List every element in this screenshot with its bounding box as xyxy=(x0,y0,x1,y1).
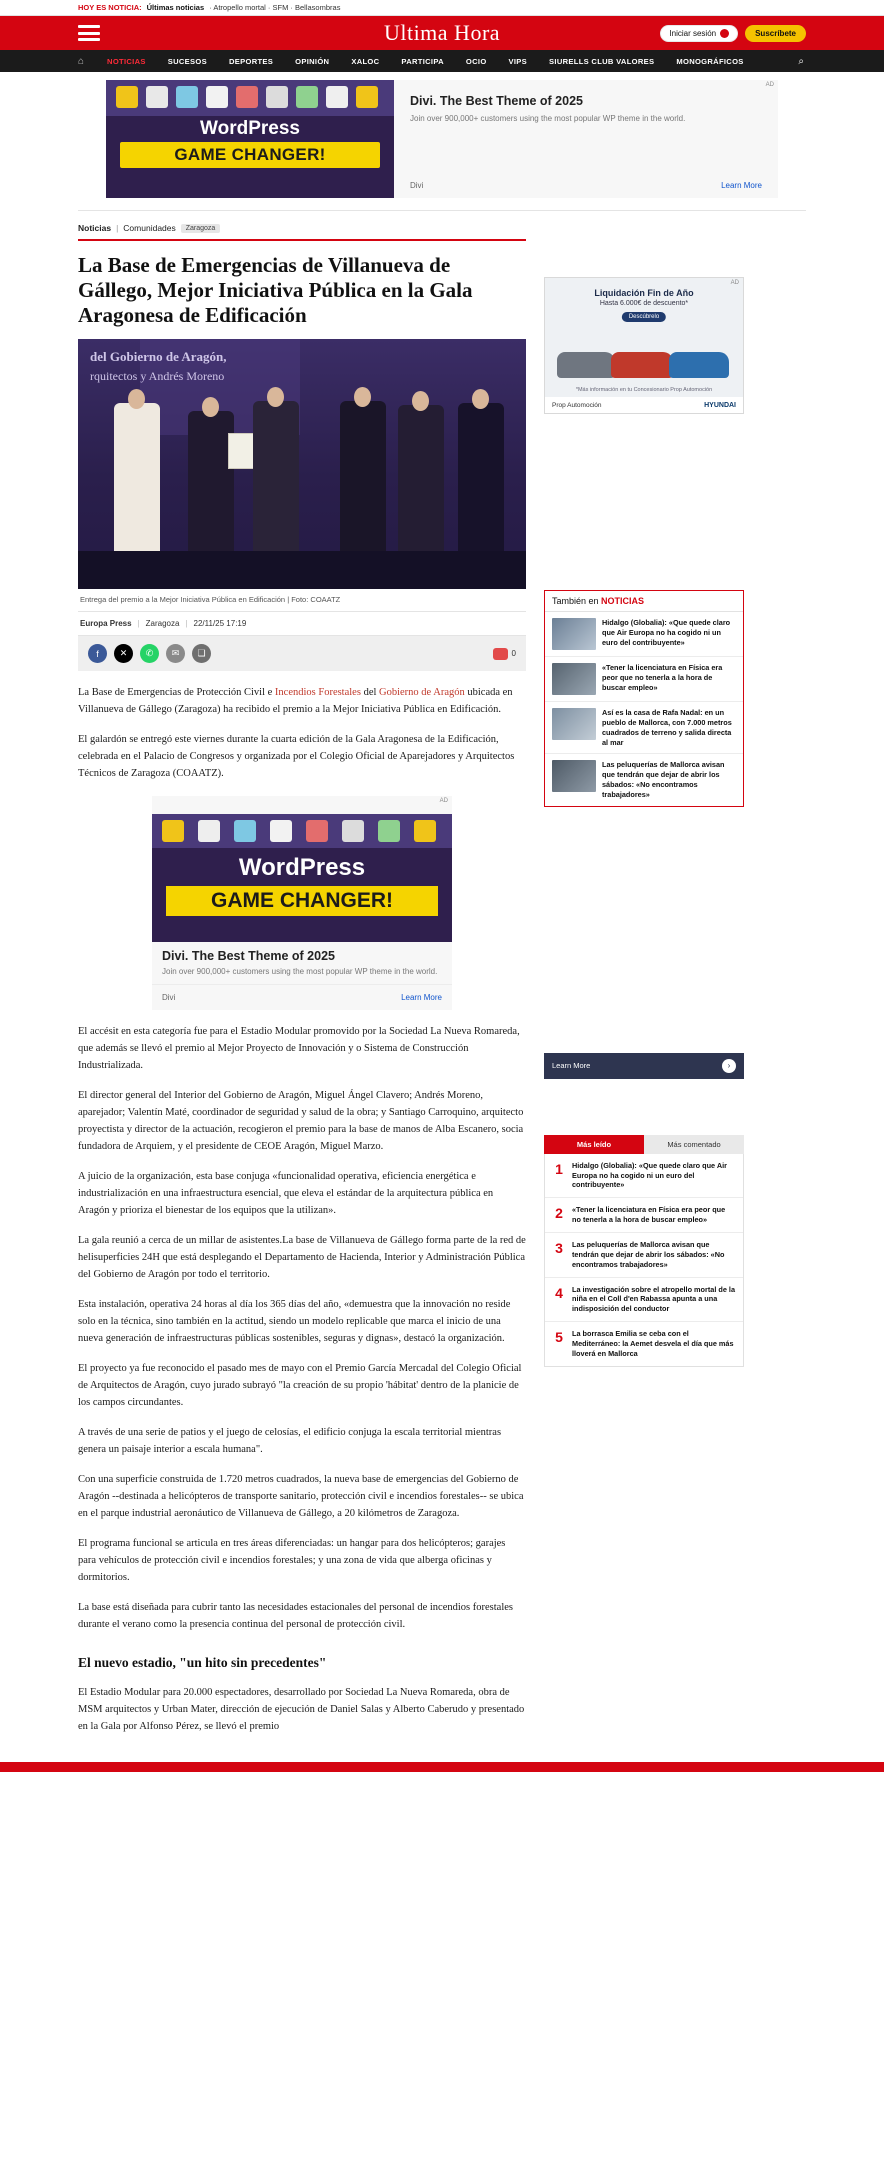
nav-item-siurells[interactable]: SIURELLS CLUB VALORES xyxy=(549,56,655,66)
rank-number: 3 xyxy=(555,1239,563,1256)
article-paragraph: La base está diseñada para cubrir tanto las necesidades estacionales del personal de incendios forestales durante el verano como la presencia continua del personal de protección civil. xyxy=(78,1602,513,1631)
breaking-news-bar xyxy=(0,0,884,16)
bookmark-icon[interactable]: ❏ xyxy=(192,644,211,663)
in-article-ad-word-2: GAME CHANGER! xyxy=(166,886,438,916)
list-item[interactable] xyxy=(545,702,743,754)
article-body xyxy=(78,684,526,1735)
comments-count: 0 xyxy=(511,649,516,659)
sidebar-ad-maker: HYUNDAI xyxy=(704,401,736,409)
nav-item-deportes[interactable]: DEPORTES xyxy=(228,56,274,66)
article-paragraph: Con una superficie construida de 1.720 metros cuadrados, la nueva base de emergencias del Gobierno de Aragón --destinada a helicópteros de transporte sanitario, protección civil e incendios forestales-- se ubica en el parque industrial aeronáutico de Villanueva de Gállego, a 20 kilómetros de Zaragoza. xyxy=(78,1474,524,1520)
list-item-title: Hidalgo (Globalia): «Que quede claro que Air Europa no ha cogido ni un euro del contribuyente» xyxy=(602,618,731,647)
sidebar-column xyxy=(544,223,744,1748)
email-share-icon[interactable]: ✉ xyxy=(166,644,185,663)
tab-most-read[interactable]: Más leído xyxy=(544,1135,644,1154)
share-bar xyxy=(78,636,526,671)
tab-most-commented[interactable]: Más comentado xyxy=(644,1135,744,1154)
also-in-section xyxy=(544,590,744,807)
thumbnail-image xyxy=(552,618,596,650)
breadcrumb xyxy=(78,223,526,241)
image-caption: Entrega del premio a la Mejor Iniciativa Pública en Edificación | Foto: COAATZ xyxy=(78,589,526,612)
ad-copy xyxy=(394,80,778,198)
also-in-header xyxy=(545,591,743,612)
in-article-ad-word-1: WordPress xyxy=(238,854,366,882)
in-article-ad-image xyxy=(152,814,452,942)
sidebar-ad-button[interactable]: Descúbrelo xyxy=(622,312,666,322)
list-item[interactable] xyxy=(545,1198,743,1233)
top-ad-band xyxy=(0,80,884,211)
nav-item-noticias[interactable]: NOTICIAS xyxy=(107,56,146,66)
nav-item-ocio[interactable]: OCIO xyxy=(465,56,487,66)
sidebar-ad-brand: Prop Automoción xyxy=(552,401,602,409)
thumbnail-image xyxy=(552,760,596,792)
byline-date: 22/11/25 17:19 xyxy=(193,619,247,629)
list-item[interactable] xyxy=(545,754,743,805)
rank-number: 2 xyxy=(555,1205,563,1222)
nav-item-opinion[interactable]: OPINIÓN xyxy=(295,56,330,66)
ad-subtitle: Join over 900,000+ customers using the most popular WP theme in the world. xyxy=(410,114,686,123)
byline: Europa Press | Zaragoza | 22/11/25 17:19 xyxy=(78,612,526,636)
hero-overlay-line-2: rquitectos y Andrés Moreno xyxy=(90,369,225,384)
user-avatar-icon xyxy=(720,29,729,38)
nav-item-xaloc[interactable]: XALOC xyxy=(351,56,380,66)
comment-icon xyxy=(493,648,508,660)
inline-link[interactable]: Gobierno de Aragón xyxy=(379,687,465,699)
page-title: La Base de Emergencias de Villanueva de Gállego, Mejor Iniciativa Pública en la Gala Aragonesa de Edificación xyxy=(78,253,473,327)
nav-item-sucesos[interactable]: SUCESOS xyxy=(167,56,207,66)
in-article-ad-subtitle: Join over 900,000+ customers using the most popular WP theme in the world. xyxy=(162,967,438,977)
ad-learn-more-link[interactable]: Learn More xyxy=(721,181,762,190)
article-paragraph xyxy=(78,684,526,718)
in-article-ad-brand: Divi xyxy=(162,993,176,1003)
rank-number: 5 xyxy=(555,1329,563,1346)
sidebar-ad2-cta[interactable]: Learn More xyxy=(552,1061,591,1071)
list-item[interactable] xyxy=(545,1278,743,1323)
list-item[interactable] xyxy=(545,657,743,702)
article-paragraph: El proyecto ya fue reconocido el pasado mes de mayo con el Premio García Mercadal del Colegio Oficial de Arquitectos de Aragón, cuyo jurado subrayó "la creación de su propio 'hábitat' dentro de la planicie de los campos circundantes. xyxy=(78,1363,522,1409)
sidebar-advertisement[interactable] xyxy=(544,277,744,414)
x-share-icon[interactable]: ✕ xyxy=(114,644,133,663)
breaking-text[interactable]: · Atropello mortal · SFM · Bellasombras xyxy=(209,3,341,12)
list-item[interactable] xyxy=(545,1233,743,1278)
sidebar-advertisement-2[interactable] xyxy=(544,1053,744,1079)
sidebar-ad-cars-image xyxy=(553,324,735,378)
article-paragraph: El Estadio Modular para 20.000 espectadores, desarrollado por Sociedad La Nueva Romareda, obra de MSM arquitectos y Urban Mater, dirección de ejecución de Daniel Salas y Alberto Caberudo y presentado en la Gala por Alfonso Pérez, se llevó el premio xyxy=(78,1687,525,1733)
list-item-title: La investigación sobre el atropello mortal de la niña en el Coll d'en Rabassa apunta a una indisposición del conductor xyxy=(572,1284,736,1314)
comments-button[interactable] xyxy=(493,648,516,660)
breadcrumb-section[interactable]: Noticias xyxy=(78,223,112,233)
article-column xyxy=(78,223,526,1748)
article-subheading: El nuevo estadio, "un hito sin precedentes" xyxy=(78,1655,327,1671)
list-item-title: Hidalgo (Globalia): «Que quede claro que Air Europa no ha cogido ni un euro del contribuyente» xyxy=(572,1160,728,1190)
breaking-section-label[interactable]: Últimas noticias xyxy=(146,3,205,12)
list-item-title: Las peluquerías de Mallorca avisan que tendrán que dejar de abrir los sábados: «No encontramos trabajadores» xyxy=(572,1239,725,1269)
list-item[interactable] xyxy=(545,1154,743,1199)
login-button[interactable] xyxy=(660,25,738,42)
list-item-title: Las peluquerías de Mallorca avisan que tendrán que dejar de abrir los sábados: «No encontramos trabajadores» xyxy=(602,760,725,799)
in-article-ad-title: Divi. The Best Theme of 2025 xyxy=(162,949,335,964)
sidebar-ad-subtitle: Hasta 6.000€ de descuento* xyxy=(599,300,689,307)
list-item[interactable] xyxy=(545,612,743,657)
in-article-ad-label: AD xyxy=(439,798,448,805)
sidebar-ad-label: AD xyxy=(730,280,739,286)
site-logo[interactable]: Ultima Hora xyxy=(383,20,501,45)
list-item-title: «Tener la licenciatura en Física era peor que no tenerla a la hora de buscar empleo» xyxy=(602,663,723,692)
nav-item-vips[interactable]: VIPS xyxy=(508,56,528,66)
facebook-share-icon[interactable]: f xyxy=(88,644,107,663)
thumbnail-image xyxy=(552,708,596,740)
breadcrumb-separator: | xyxy=(116,223,119,233)
in-article-ad-cta[interactable]: Learn More xyxy=(401,993,442,1003)
paragraph-text-1: La Base de Emergencias de Protección Civil e Incendios Forestales del Gobierno de Aragón ubicada en Villanueva de Gállego (Zaragoza) ha recibido el premio a la Mejor Iniciativa Pública en Edificación. xyxy=(78,687,513,716)
ranking-tabs xyxy=(544,1135,744,1154)
sidebar-ad-title: Liquidación Fin de Año xyxy=(594,288,694,298)
article-paragraph: El director general del Interior del Gobierno de Aragón, Miguel Ángel Clavero; Andrés Moreno, aparejador; Valentín Maté, coordinador de seguridad y salud de la obra; y Santiago Carroquino, arquitecto proyectista y director de la actuación, recogieron el premio para la base de manos de Alba Escanero, socia fundadora de Arquiem, y el presidente de CEOE Aragón, Miguel Marzo. xyxy=(78,1090,524,1153)
article-paragraph: El programa funcional se articula en tres áreas diferenciadas: un hangar para dos helicópteros; garajes para vehículos de protección civil e incendios forestales; y una zona de vida que alberga oficinas y dormitorios. xyxy=(78,1538,506,1584)
subscribe-button[interactable]: Suscríbete xyxy=(745,25,806,42)
thumbnail-image xyxy=(552,663,596,695)
ad-creative-image xyxy=(106,80,394,198)
article-paragraph: La gala reunió a cerca de un millar de asistentes.La base de Villanueva de Gállego forma parte de la red de helisuperficies 24H que está desplegando el Departamento de Hacienda, Interior y Administración Pública del Gobierno de Aragón por todo el territorio. xyxy=(78,1235,526,1281)
ad-title: Divi. The Best Theme of 2025 xyxy=(410,94,583,108)
list-item[interactable] xyxy=(545,1322,743,1366)
list-item-title: La borrasca Emilia se ceba con el Mediterráneo: la Aemet desvela el día que más lloverá en Mallorca xyxy=(572,1329,734,1358)
ad-banner-word-2: GAME CHANGER! xyxy=(120,142,380,168)
page-layout xyxy=(0,223,884,1748)
home-icon[interactable]: ⌂ xyxy=(78,55,85,67)
ad-banner-word-1: WordPress xyxy=(200,118,300,139)
article-paragraph: A través de una serie de patios y el juego de celosías, el edificio conjuga la escala territorial mientras genera un paisaje interior a escala humana". xyxy=(78,1427,502,1456)
masthead-actions xyxy=(660,25,806,42)
main-nav xyxy=(0,50,884,72)
masthead xyxy=(0,16,884,50)
nav-item-monograficos[interactable]: MONOGRÁFICOS xyxy=(676,56,744,66)
nav-item-participa[interactable]: PARTICIPA xyxy=(401,56,444,66)
ad-brand: Divi xyxy=(410,181,424,190)
article-paragraph: El accésit en esta categoría fue para el Estadio Modular promovido por la Sociedad La Nueva Romareda, que además se llevó el premio al Mejor Proyecto de Innovación y o Sistema de Construcción Industrializada. xyxy=(78,1026,520,1072)
breaking-hot-label: HOY ES NOTICIA: xyxy=(78,3,142,12)
also-in-prefix: También en xyxy=(552,596,599,606)
search-icon[interactable]: ⌕ xyxy=(798,55,804,67)
top-advertisement[interactable] xyxy=(106,80,778,198)
article-paragraph: Esta instalación, operativa 24 horas al día los 365 días del año, «demuestra que la innovación no reside solo en la técnica, sino también en la actitud, siendo un modelo replicable que marca el inicio de una nueva generación de infraestructuras públicas sostenibles, seguras y dignas», destacó la organización. xyxy=(78,1299,511,1345)
article-paragraph: A juicio de la organización, esta base conjuga «funcionalidad operativa, eficiencia energética e industrialización en una infraestructura esencial, que eleva el estándar de la arquitectura pública en Aragón y prioriza el bienestar de los equipos que la utilizan». xyxy=(78,1171,494,1217)
rank-number: 4 xyxy=(555,1284,563,1301)
whatsapp-share-icon[interactable]: ✆ xyxy=(140,644,159,663)
chevron-right-icon: › xyxy=(722,1059,736,1073)
breadcrumb-tag[interactable]: Zaragoza xyxy=(181,224,221,233)
inline-link[interactable]: Incendios Forestales xyxy=(274,687,361,699)
breadcrumb-sub[interactable]: Comunidades xyxy=(123,223,176,233)
byline-agency: Europa Press xyxy=(80,619,132,629)
ranking-list xyxy=(544,1154,744,1367)
article-hero-image xyxy=(78,339,526,589)
list-item-title: Así es la casa de Rafa Nadal: en un pueblo de Mallorca, con 7.000 metros cuadrados de terreno y salida directa al mar xyxy=(602,708,732,747)
in-article-advertisement[interactable] xyxy=(152,796,452,1010)
ad-label: AD xyxy=(765,82,774,88)
article-paragraph: El galardón se entregó este viernes durante la cuarta edición de la Gala Aragonesa de la Edificación, celebrada en el Palacio de Congresos y organizada por el Colegio Oficial de Aparejadores y Arquitectos Técnicos de Zaragoza (COAATZ). xyxy=(78,734,515,780)
rank-number: 1 xyxy=(555,1160,563,1177)
login-label: Iniciar sesión xyxy=(669,28,717,38)
footer-accent-bar xyxy=(0,1762,884,1772)
also-in-section-name: NOTICIAS xyxy=(601,596,645,606)
hero-overlay-line-1: del Gobierno de Aragón, xyxy=(90,349,227,365)
byline-place: Zaragoza xyxy=(145,619,180,629)
list-item-title: «Tener la licenciatura en Física era peor que no tenerla a la hora de buscar empleo» xyxy=(572,1205,726,1225)
sidebar-ad-note: *Más información en tu Concesionario Prop Automoción xyxy=(575,387,713,393)
